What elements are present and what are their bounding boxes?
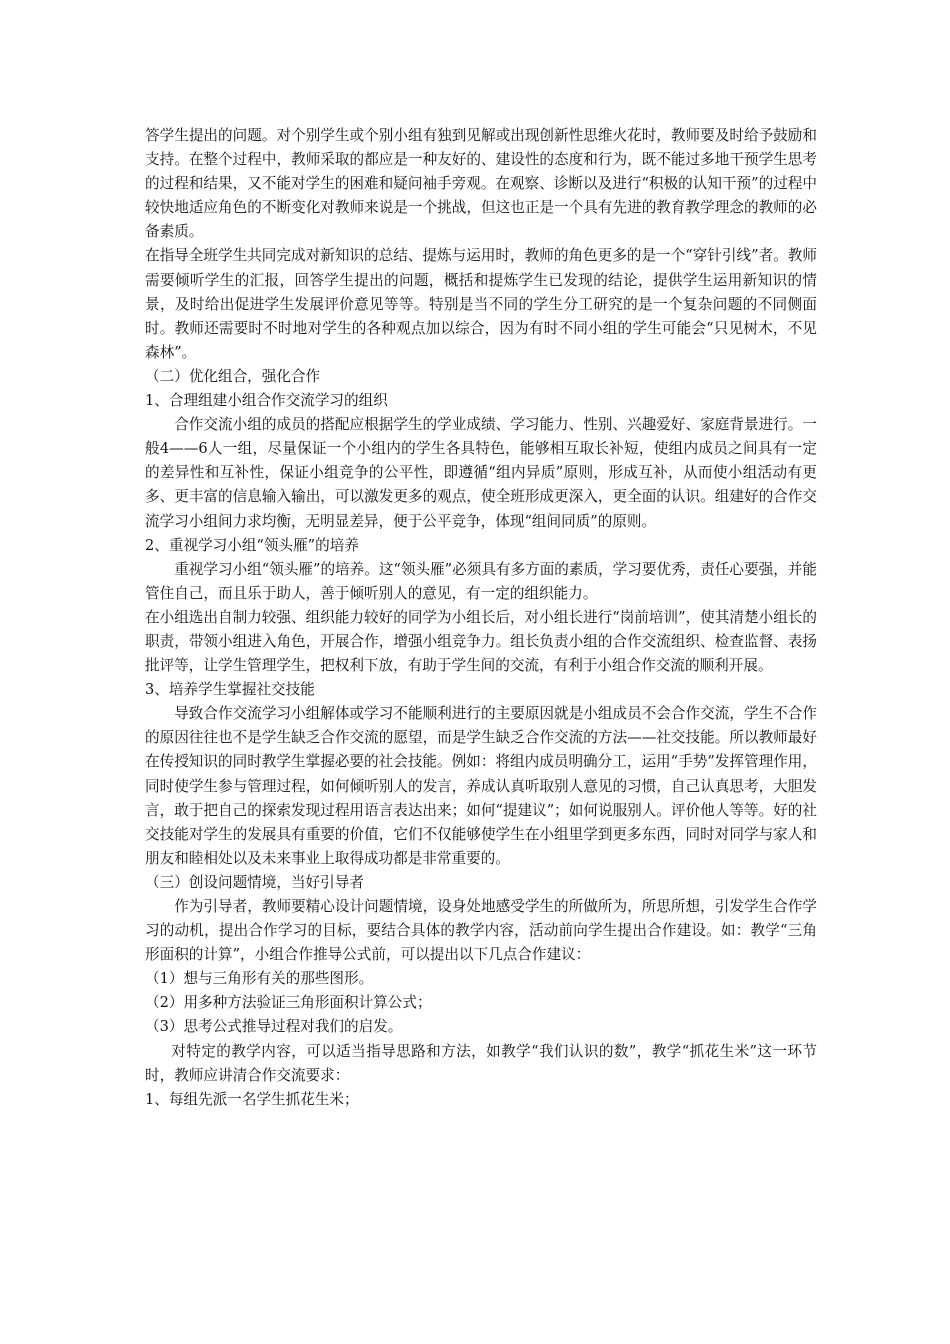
section-heading-problem-situation: （三）创设问题情境，当好引导者 [145,873,364,891]
list-item-suggestion-2: （2）用多种方法验证三角形面积计算公式； [145,994,432,1012]
paragraph-threading-role: 在指导全班学生共同完成对新知识的总结、提炼与运用时，教师的角色更多的是一个“穿针引线”者。教师需要倾听学生的汇报，回答学生提出的问题，概括和提炼学生已发现的结论，提供学生运用新知识的情景，及时给出促进学生发展评价意见等等。特别是当不同的学生分工研究的是一个复杂问题的不同侧面时。教师还需要时不时地对学生的各种观点加以综合，因为有时不同小组的学生可能会“只见树木，不见森林”。 [145,247,817,361]
section-heading-optimize-grouping: （二）优化组合，强化合作 [145,367,321,385]
list-item-suggestion-1: （1）想与三角形有关的那些图形。 [145,970,374,988]
paragraph-leader-qualities: 重视学习小组“领头雁”的培养。这“领头雁”必须具有多方面的素质，学习要优秀，责任心要强，并能管住自己，而且乐于助人，善于倾听别人的意见，有一定的组织能力。 [145,560,817,602]
paragraph-leader-training: 在小组选出自制力较强、组织能力较好的同学为小组长后，对小组长进行“岗前培训”，使其清楚小组长的职责，带领小组进入角色，开展合作，增强小组竞争力。组长负责小组的合作交流组织、检查监督、表扬批评等，让学生管理学生，把权利下放，有助于学生间的交流，有利于小组合作交流的顺利开展。 [145,608,817,675]
paragraph-teacher-support: 答学生提出的问题。对个别学生或个别小组有独到见解或出现创新性思维火花时，教师要及时给予鼓励和支持。在整个过程中，教师采取的都应是一种友好的、建设性的态度和行为，既不能过多地干预学生思考的过程和结果，又不能对学生的困难和疑问袖手旁观。在观察、诊断以及进行“积极的认知干预”的过程中较快地适应角色的不断变化对教师来说是一个挑战，但这也正是一个具有先进的教育教学理念的教师的必备素质。 [145,127,817,241]
document-page [145,124,817,1112]
subheading-group-organization: 1、合理组建小组合作交流学习的组织 [145,392,388,410]
list-item-suggestion-3: （3）思考公式推导过程对我们的启发。 [145,1018,403,1036]
paragraph-social-skills: 导致合作交流学习小组解体或学习不能顺利进行的主要原因就是小组成员不会合作交流，学生不合作的原因往往也不是学生缺乏合作交流的愿望，而是学生缺乏合作交流的方法——社交技能。所以教师最好在传授知识的同时教学生掌握必要的社会技能。例如：将组内成员明确分工，运用“手势”发挥管理作用，同时使学生参与管理过程，如何倾听别人的发言，养成认真听取别人意见的习惯，自己认真思考，大胆发言，敢于把自己的探索发现过程用语言表达出来；如何“提建议”；如何说服别人。评价他人等等。好的社交技能对学生的发展具有重要的价值，它们不仅能够使学生在小组里学到更多东西，同时对同学与家人和朋友和睦相处以及未来事业上取得成功都是非常重要的。 [145,705,817,867]
list-item-requirement-1: 1、每组先派一名学生抓花生米； [145,1090,359,1108]
paragraph-group-composition: 合作交流小组的成员的搭配应根据学生的学业成绩、学习能力、性别、兴趣爱好、家庭背景进行。一般4——6人一组，尽量保证一个小组内的学生各具特色，能够相互取长补短，使组内成员之间具有一定的差异性和互补性，保证小组竞争的公平性，即遵循“组内异质”原则，形成互补，从而使小组活动有更多、更丰富的信息输入输出，可以激发更多的观点，使全班形成更深入，更全面的认识。组建好的合作交流学习小组间力求均衡，无明显差异，便于公平竞争，体现“组间同质”的原则。 [145,416,817,530]
paragraph-specific-content: 对特定的教学内容，可以适当指导思路和方法，如教学“我们认识的数”，教学“抓花生米”这一环节时，教师应讲清合作交流要求： [145,1042,817,1084]
subheading-group-leader: 2、重视学习小组“领头雁”的培养 [145,536,359,554]
paragraph-guide-role: 作为引导者，教师要精心设计问题情境，设身处地感受学生的所做所为，所思所想，引发学生合作学习的动机，提出合作学习的目标，要结合具体的教学内容，活动前向学生提出合作建设。如：教学“三角形面积的计算”，小组合作推导公式前，可以提出以下几点合作建议： [145,898,817,964]
subheading-social-skills: 3、培养学生掌握社交技能 [145,681,315,699]
